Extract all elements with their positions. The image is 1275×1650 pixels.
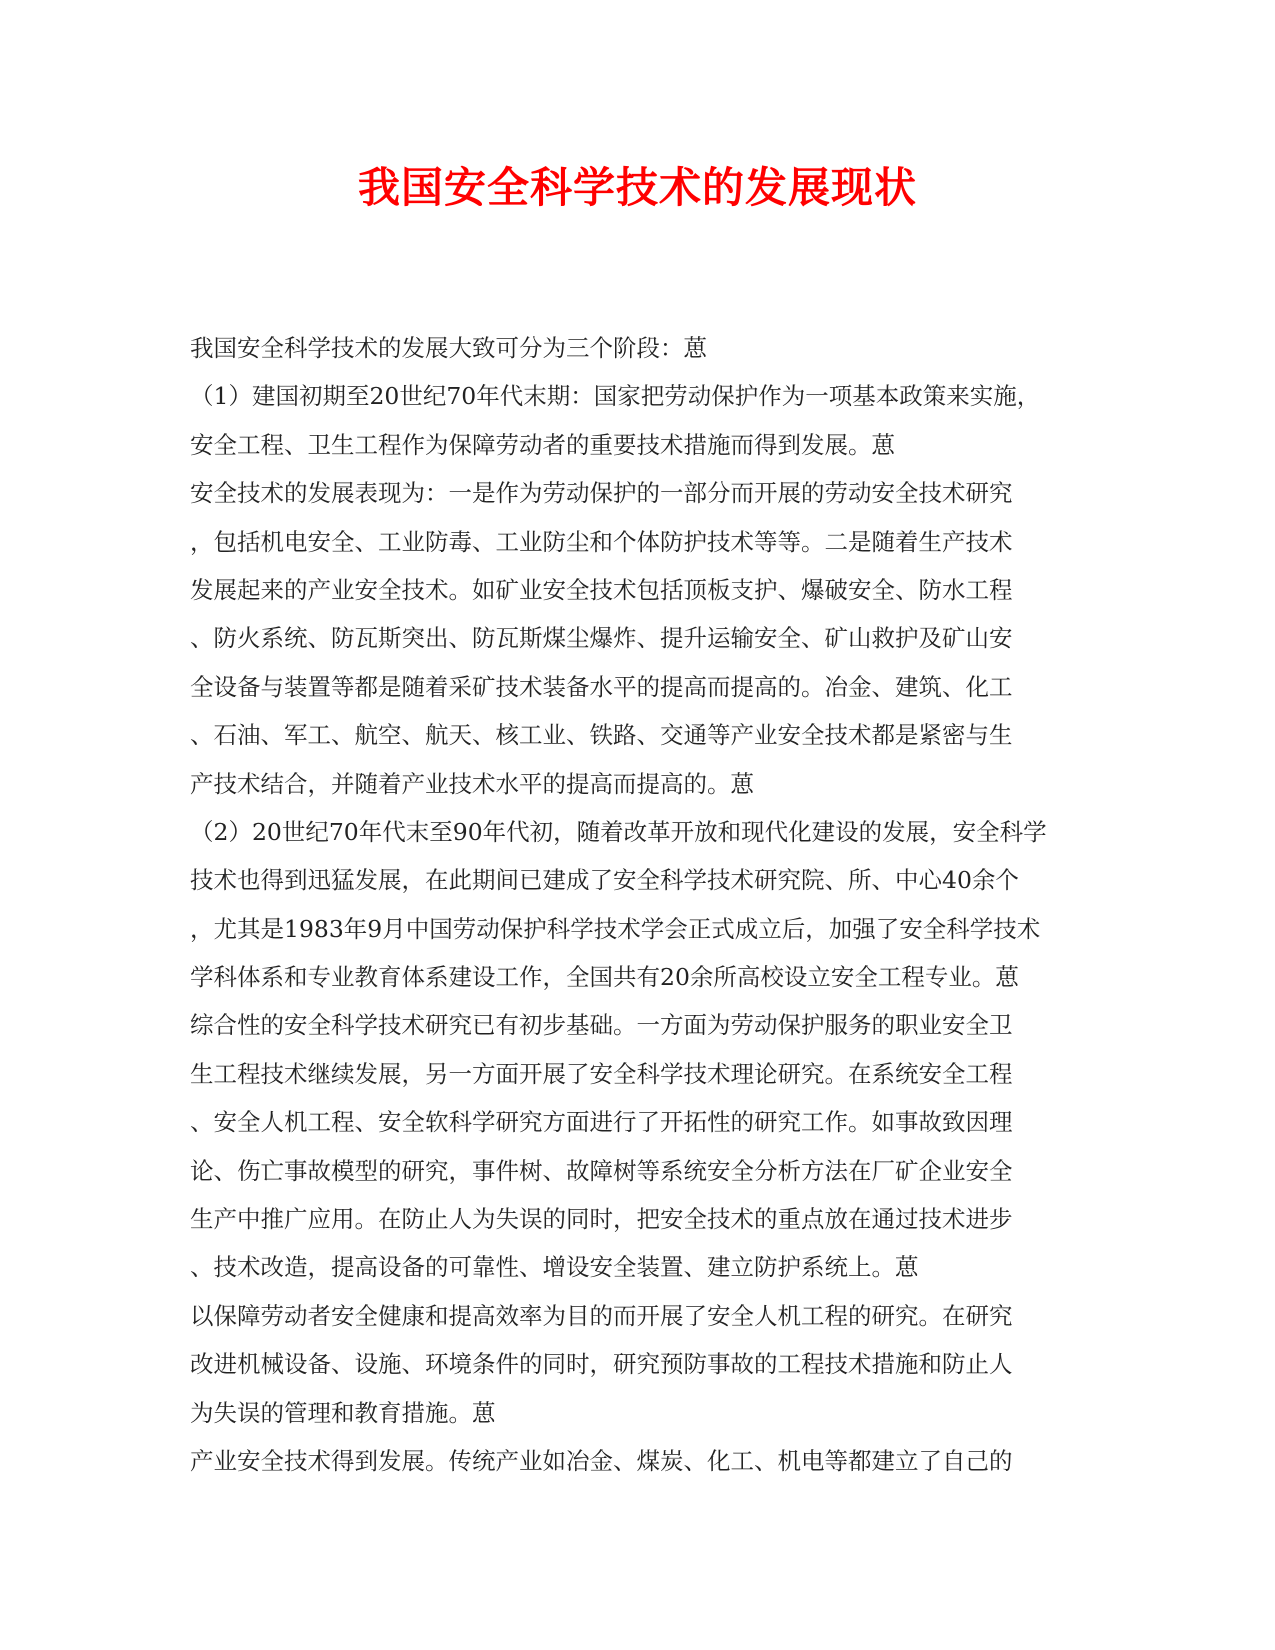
text-line: 改进机械设备、设施、环境条件的同时，研究预防事故的工程技术措施和防止人	[190, 1350, 1013, 1379]
text-line: 综合性的安全科学技术研究已有初步基础。一方面为劳动保护服务的职业安全卫	[190, 1011, 1013, 1040]
text-line: 产业安全技术得到发展。传统产业如冶金、煤炭、化工、机电等都建立了自己的	[190, 1446, 1013, 1475]
text-line: 、技术改造，提高设备的可靠性、增设安全装置、建立防护系统上。葸	[190, 1253, 919, 1282]
text-line: 安全工程、卫生工程作为保障劳动者的重要技术措施而得到发展。葸	[190, 430, 895, 459]
body-text	[190, 324, 1085, 1485]
text-line: 技术也得到迅猛发展，在此期间已建成了安全科学技术研究院、所、中心40余个	[190, 866, 1019, 895]
text-line: ，包括机电安全、工业防毒、工业防尘和个体防护技术等等。二是随着生产技术	[190, 527, 1013, 556]
text-line: 、防火系统、防瓦斯突出、防瓦斯煤尘爆炸、提升运输安全、矿山救护及矿山安	[190, 624, 1013, 653]
text-line: 、石油、军工、航空、航天、核工业、铁路、交通等产业安全技术都是紧密与生	[190, 721, 1013, 750]
text-line: 发展起来的产业安全技术。如矿业安全技术包括顶板支护、爆破安全、防水工程	[190, 575, 1013, 604]
text-line: 生产中推广应用。在防止人为失误的同时，把安全技术的重点放在通过技术进步	[190, 1205, 1013, 1234]
text-line: ，尤其是1983年9月中国劳动保护科学技术学会正式成立后，加强了安全科学技术	[190, 914, 1041, 943]
text-line: 安全技术的发展表现为：一是作为劳动保护的一部分而开展的劳动安全技术研究	[190, 479, 1013, 508]
text-line: （1）建国初期至20世纪70年代末期：国家把劳动保护作为一项基本政策来实施，	[190, 382, 1041, 411]
text-line: 全设备与装置等都是随着采矿技术装备水平的提高而提高的。冶金、建筑、化工	[190, 672, 1013, 701]
text-line: 我国安全科学技术的发展大致可分为三个阶段：葸	[190, 334, 707, 362]
text-line: 产技术结合，并随着产业技术水平的提高而提高的。葸	[190, 769, 754, 798]
page-title: 我国安全科学技术的发展现状	[357, 163, 917, 212]
text-line: 、安全人机工程、安全软科学研究方面进行了开拓性的研究工作。如事故致因理	[190, 1108, 1013, 1137]
text-line: 学科体系和专业教育体系建设工作，全国共有20余所高校设立安全工程专业。葸	[190, 963, 1019, 992]
text-line: 为失误的管理和教育措施。葸	[190, 1398, 496, 1427]
text-line: 以保障劳动者安全健康和提高效率为目的而开展了安全人机工程的研究。在研究	[190, 1301, 1013, 1330]
text-line: 生工程技术继续发展，另一方面开展了安全科学技术理论研究。在系统安全工程	[190, 1059, 1013, 1088]
text-line: （2）20世纪70年代末至90年代初，随着改革开放和现代化建设的发展，安全科学	[190, 817, 1047, 846]
text-line: 论、伤亡事故模型的研究，事件树、故障树等系统安全分析方法在厂矿企业安全	[190, 1156, 1013, 1185]
